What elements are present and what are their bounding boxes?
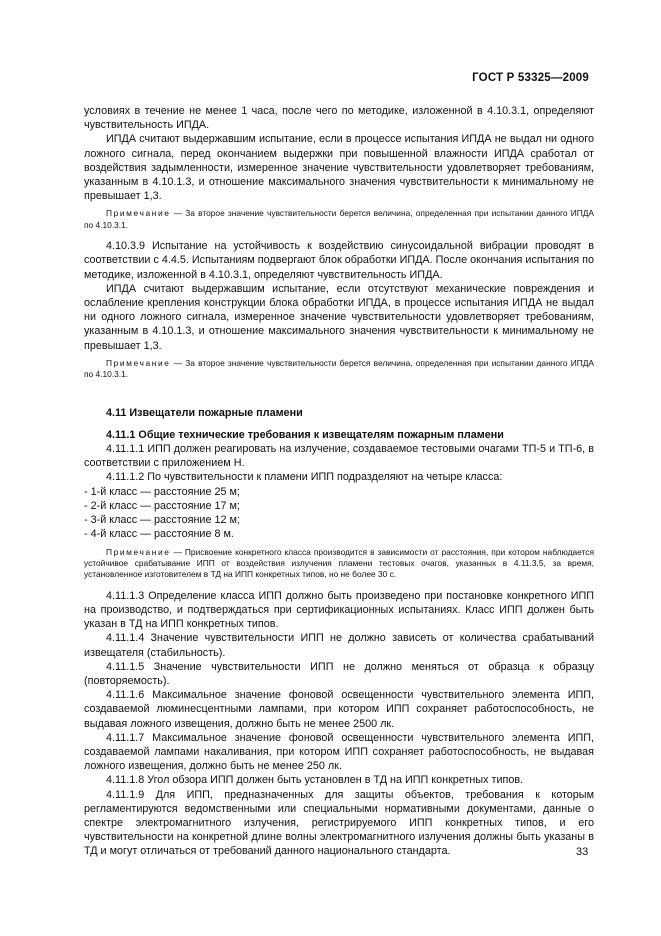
class-list (84, 485, 594, 542)
note-label: Примечание (106, 546, 171, 557)
paragraph: ИПДА считают выдержавшим испытание, если в процессе испытания ИПДА не выдал ни одного ложного сигнала, перед окончанием выдержки при повышенной влажности ИПДА сработал от воздействия задымленности, измеренное значение чувствительности удовлетворяет требованиям, указанным в 4.10.1.3, и отношение максимального значения чувствительности к минимальному не превышает 1,3. (84, 133, 594, 203)
paragraph: 4.11.1.8 Угол обзора ИПП должен быть установлен в ТД на ИПП конкретных типов. (106, 774, 524, 787)
list-item: - 1-й класс — расстояние 25 м; (84, 485, 240, 498)
paragraph: 4.11.1.7 Максимальное значение фоновой освещенности чувствительного элемента ИПП, создаваемой лампами накаливания, при котором ИПП сохраняет работоспособность, не выдавая ложного извещения, должно быть не менее 250 лк. (84, 731, 594, 773)
paragraph: 4.11.1.3 Определение класса ИПП должно быть произведено при постановке конкретного ИПП на производство, и подтверждаться при сертификационных испытаниях. Класс ИПП должен быть указан в ТД на ИПП конкретных типов. (84, 589, 594, 631)
note-text: — Присвоение конкретного класса производится в зависимости от расстояния, при котором наблюдается устойчивое срабатывание ИПП от воздействия излучения пламени тестовых очагов, указанных в 4.11.3.5, за время, установленное изготовителем в ТД на ИПП конкретных типов, но не более 30 с. (84, 546, 594, 580)
paragraph: 4.10.3.9 Испытание на устойчивость к воздействию синусоидальной вибрации проводят в соответствии с 4.4.5. Испытаниям подвергают блок обработки ИПДА. После окончания испытания по методике, изложенной в 4.10.3.1, определяют чувствительность ИПДА. (84, 240, 594, 281)
list-item: - 2-й класс — расстояние 17 м; (84, 499, 240, 512)
list-item: - 4-й класс — расстояние 8 м. (84, 528, 234, 541)
section-heading: 4.11 Извещатели пожарные пламени (106, 406, 303, 419)
document-body (84, 104, 594, 859)
note-text: — За второе значение чувствительности берется величина, определенная при испытании данного ИПДА по 4.10.3.1. (84, 357, 594, 380)
note (84, 208, 594, 231)
page-number: 33 (576, 846, 589, 858)
note (84, 547, 594, 581)
document-id-header: ГОСТ Р 53325—2009 (472, 72, 589, 84)
paragraph: ИПДА считают выдержавшим испытание, если отсутствуют механические повреждения и ослабление крепления конструкции блока обработки ИПДА, в процессе испытания ИПДА не выдал ни одного ложного сигнала, измеренное значение чувствительности удовлетворяет требованиям, указанным в 4.10.1.3, и отношение максимального значения чувствительности к минимальному не превышает 1,3. (84, 282, 594, 352)
paragraph: 4.11.1.6 Максимальное значение фоновой освещенности чувствительного элемента ИПП, создаваемой люминесцентными лампами, при котором ИПП сохраняет работоспособность, не выдавая ложного извещения, должно быть не менее 2500 лк. (84, 689, 594, 730)
note-label: Примечание (106, 208, 171, 219)
note-text: — За второе значение чувствительности берется величина, определенная при испытании данного ИПДА по 4.10.3.1. (84, 208, 594, 230)
paragraph: 4.11.1.9 Для ИПП, предназначенных для защиты объектов, требования к которым регламентируются ведомственными или специальными нормативными документами, данные о спектре электромагнитного излучения, регистрируемого ИПП конкретных типов, и его чувствительности на конкретной длине волны электромагнитного излучения должны быть указаны в ТД и могут отличаться от требований данного национального стандарта. (84, 788, 594, 858)
paragraph: условиях в течение не менее 1 часа, после чего по методике, изложенной в 4.10.3.1, определяют чувствительность ИПДА. (84, 105, 594, 132)
note-label: Примечание (106, 357, 171, 368)
subsection-heading: 4.11.1 Общие технические требования к извещателям пожарным пламени (106, 428, 504, 441)
paragraph: 4.11.1.1 ИПП должен реагировать на излучение, создаваемое тестовыми очагами ТП-5 и ТП-6, в соответствии с приложением Н. (84, 443, 594, 470)
list-item: - 3-й класс — расстояние 12 м; (84, 514, 240, 527)
paragraph: 4.11.1.2 По чувствительности к пламени ИПП подразделяют на четыре класса: (106, 471, 503, 484)
note (84, 358, 594, 381)
paragraph: 4.11.1.4 Значение чувствительности ИПП не должно зависеть от количества срабатываний извещателя (стабильность). (84, 632, 594, 659)
paragraph: 4.11.1.5 Значение чувствительности ИПП не должно меняться от образца к образцу (повторяемость). (84, 660, 594, 687)
